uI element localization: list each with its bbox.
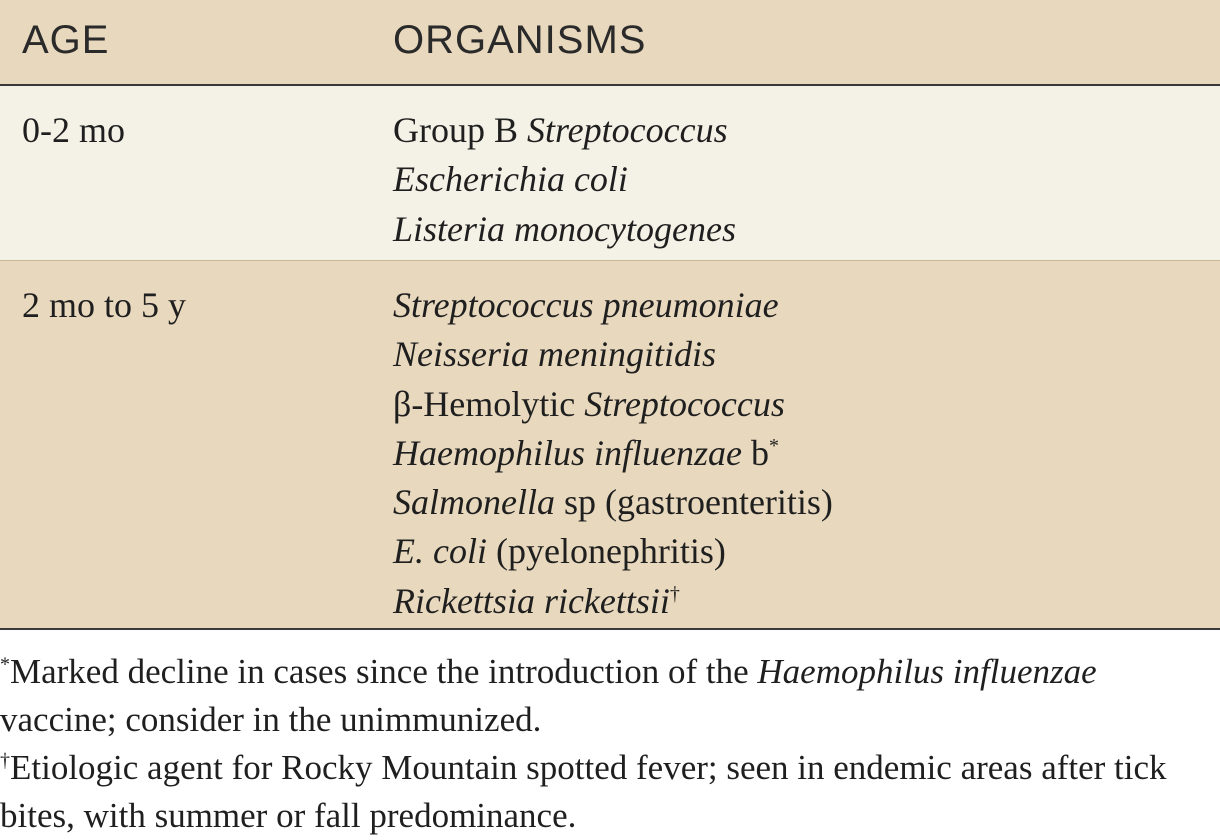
footnote-text: vaccine; consider in the unimmunized. (0, 700, 542, 739)
organism-text: Salmonella (393, 482, 555, 523)
organism-text: Escherichia coli (393, 159, 628, 200)
organism-text: sp (gastroenteritis) (554, 482, 833, 523)
footnote-text: Etiologic agent for Rocky Mountain spotted fever; seen in endemic areas after tick bites, with summer or fall predominance. (0, 748, 1167, 835)
footnote (0, 648, 1210, 744)
footnote-marker: † (669, 582, 680, 605)
table-header-row (0, 0, 1220, 86)
age-cell: 0-2 mo (22, 110, 125, 150)
footnote-text: Haemophilus influenzae (757, 652, 1097, 691)
organism-text: Rickettsia rickettsii (393, 580, 670, 621)
footnote-marker: * (768, 434, 779, 457)
organism-item (393, 205, 736, 254)
organism-item (393, 577, 833, 626)
organism-text: Group B (393, 110, 527, 150)
organism-item (393, 380, 833, 429)
organism-text: β-Hemolytic (393, 383, 585, 424)
organism-text: Streptococcus (527, 110, 728, 150)
organism-text: Listeria monocytogenes (393, 208, 736, 249)
organism-text: b (741, 432, 769, 473)
organism-text: E. coli (393, 531, 487, 572)
organism-text: (pyelonephritis) (486, 531, 726, 572)
footnote-text: Marked decline in cases since the introduction of the (10, 652, 758, 691)
organisms-cell (393, 281, 833, 626)
age-cell: 2 mo to 5 y (22, 285, 187, 325)
organism-text: Haemophilus influenzae (393, 432, 742, 473)
header-age: AGE (22, 18, 110, 62)
organism-item (393, 155, 736, 204)
footnote-symbol: * (0, 653, 10, 676)
organism-text: Neisseria meningitidis (393, 334, 716, 375)
organism-item (393, 429, 833, 478)
organism-item (393, 478, 833, 527)
organism-item (393, 281, 833, 330)
table-row (0, 261, 1220, 630)
header-organisms: ORGANISMS (393, 18, 647, 62)
organisms-cell (393, 106, 736, 254)
organism-item (393, 106, 736, 155)
organism-text: Streptococcus (584, 383, 785, 424)
footnotes (0, 648, 1210, 840)
organism-item (393, 330, 833, 379)
organism-item (393, 527, 833, 576)
footnote-symbol: † (0, 749, 10, 772)
footnote (0, 744, 1210, 840)
organism-text: Streptococcus pneumoniae (393, 285, 779, 325)
table-row (0, 86, 1220, 261)
